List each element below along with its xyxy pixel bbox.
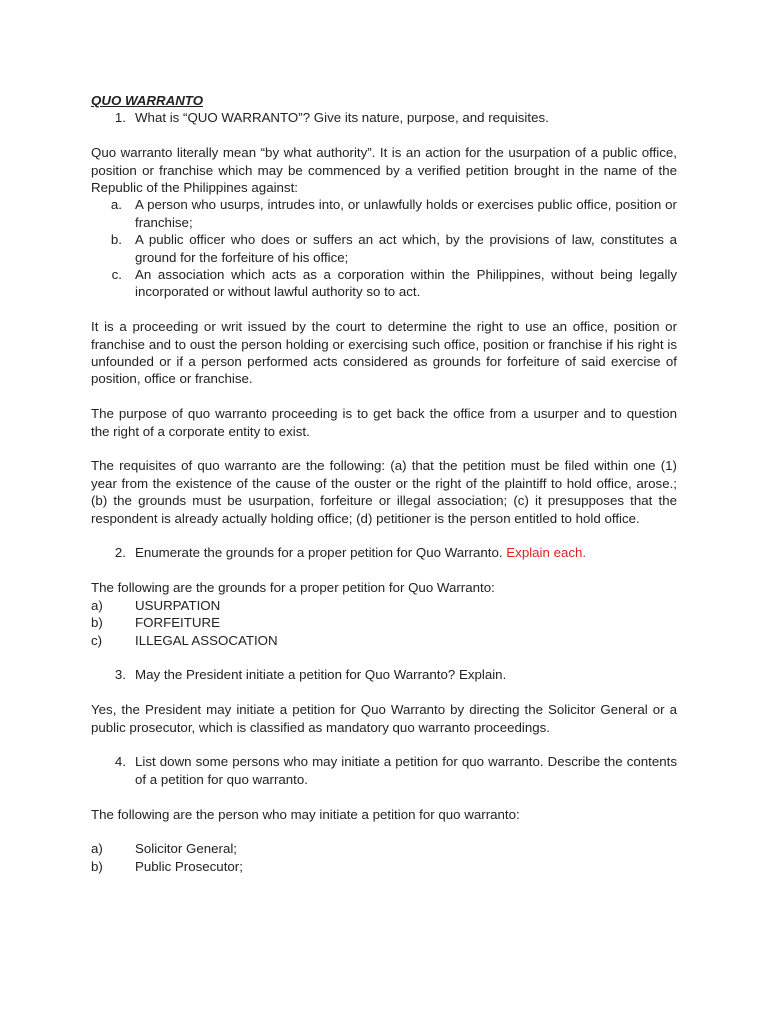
list-item-text: A person who usurps, intrudes into, or unlawfully holds or exercises public office, position or franchise; <box>135 197 677 230</box>
document-title: QUO WARRANTO <box>91 93 204 108</box>
question-4 <box>91 753 677 788</box>
paragraph-grounds-intro: The following are the grounds for a proper petition for Quo Warranto: <box>91 580 495 596</box>
list-item <box>91 266 677 301</box>
question-text: Enumerate the grounds for a proper petition for Quo Warranto. <box>135 545 503 561</box>
paragraph-purpose: The purpose of quo warranto proceeding is to get back the office from a usurper and to question the right of a corporate entity to exist. <box>91 406 677 439</box>
list-item <box>91 231 677 266</box>
list-item-text: USURPATION <box>135 597 221 613</box>
list-marker: a) <box>91 841 103 857</box>
list-item-text: ILLEGAL ASSOCATION <box>135 632 278 648</box>
list-marker: c. <box>111 267 122 283</box>
paragraph-requisites: The requisites of quo warranto are the following: (a) that the petition must be filed within one (1) year from the existence of the cause of the ouster or the right of the plaintiff to hold office, arose.; (b) the grounds must be usurpation, forfeiture or illegal association; (c) it presupposes that the respondent is already actually holding office; (d) petitioner is the person entitled to hold office. <box>91 458 677 526</box>
question-1 <box>91 109 677 126</box>
list-item <box>91 597 677 614</box>
list-item <box>91 840 677 857</box>
list-item-text: An association which acts as a corporation within the Philippines, without being legally incorporated or without lawful authority so to act. <box>135 267 677 300</box>
question-instruction-red: Explain each. <box>506 545 587 561</box>
list-item-text: A public officer who does or suffers an act which, by the provisions of law, constitutes a ground for the forfeiture of his office; <box>135 232 677 265</box>
question-text: What is “QUO WARRANTO”? Give its nature, purpose, and requisites. <box>135 110 549 126</box>
question-number: 2. <box>114 545 126 561</box>
list-marker: b) <box>91 615 103 631</box>
list-marker: b. <box>110 232 122 248</box>
list-item <box>91 196 677 231</box>
question-2 <box>91 544 677 561</box>
list-item-text: FORFEITURE <box>135 615 220 631</box>
question-number: 3. <box>114 667 126 683</box>
list-marker: b) <box>91 858 103 874</box>
question-number: 1. <box>114 110 126 126</box>
question-text: May the President initiate a petition for Quo Warranto? Explain. <box>135 667 507 683</box>
list-item-text: Public Prosecutor; <box>135 858 243 874</box>
paragraph-proceeding: It is a proceeding or writ issued by the court to determine the right to use an office, position or franchise and to oust the person holding or exercising such office, position or franchise if his right is unfounded or if a person performed acts considered as grounds for forfeiture of said exercise of position, office or franchise. <box>91 319 677 387</box>
list-item <box>91 632 677 649</box>
list-marker: c) <box>91 632 103 648</box>
question-number: 4. <box>114 754 126 770</box>
list-item <box>91 614 677 631</box>
paragraph-president: Yes, the President may initiate a petition for Quo Warranto by directing the Solicitor General or a public prosecutor, which is classified as mandatory quo warranto proceedings. <box>91 702 677 735</box>
list-item <box>91 858 677 875</box>
list-marker: a. <box>110 197 122 213</box>
question-text: List down some persons who may initiate a petition for quo warranto. Describe the contents of a petition for quo warranto. <box>135 754 677 787</box>
paragraph-definition: Quo warranto literally mean “by what authority”. It is an action for the usurpation of a public office, position or franchise which may be commenced by a verified petition brought in the name of the Republic of the Philippines against: <box>91 145 677 196</box>
paragraph-persons-intro: The following are the person who may initiate a petition for quo warranto: <box>91 806 520 822</box>
list-marker: a) <box>91 597 103 613</box>
document-body <box>91 92 677 875</box>
question-3 <box>91 666 677 683</box>
list-item-text: Solicitor General; <box>135 841 237 857</box>
